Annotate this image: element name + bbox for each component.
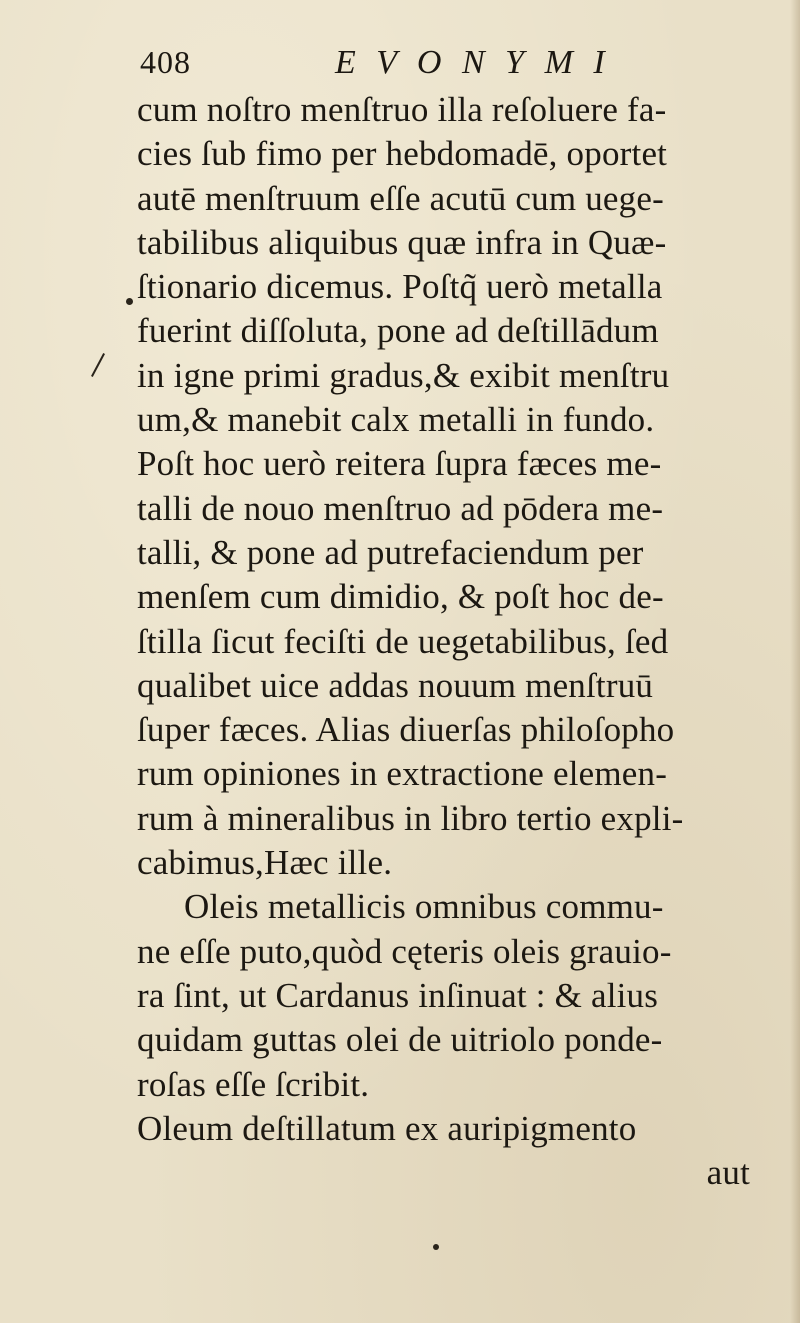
text-line: qualibet uice addas nouum menſtruū [137, 665, 654, 705]
text-line: ra ſint, ut Cardanus inſinuat : & alius [137, 975, 659, 1015]
text-line: rum opiniones in extractione elemen- [137, 754, 668, 794]
text-line: ſtionario dicemus. Poſtq̃ uerò metalla [137, 267, 663, 307]
running-head: E V O N Y M I [335, 44, 611, 81]
heading-line: Oleum deſtillatum ex auripigmento [137, 1108, 637, 1148]
text-line: cabimus,Hæc ille. [137, 843, 393, 883]
text-line: autē menſtruum eſſe acutū cum uege- [137, 178, 664, 218]
text-line: talli, & pone ad putrefaciendum per [137, 532, 644, 572]
ink-dot-mark [126, 298, 133, 305]
text-line: roſas eſſe ſcribit. [137, 1064, 370, 1104]
text-line: rum à mineralibus in libro tertio expli- [137, 798, 684, 838]
text-line: quidam guttas olei de uitriolo ponde- [137, 1020, 663, 1060]
catchword: aut [706, 1153, 750, 1193]
text-line: talli de nouo menſtruo ad pōdera me- [137, 488, 664, 528]
text-line: menſem cum dimidio, & poſt hoc de- [137, 577, 664, 617]
text-line: Poſt hoc uerò reitera ſupra fæces me- [137, 444, 662, 484]
body-text [137, 88, 762, 1195]
text-line: tabilibus aliquibus quæ infra in Quæ- [137, 222, 667, 262]
ink-dot-mark [433, 1244, 439, 1250]
page-header [140, 44, 700, 88]
text-line: ſuper fæces. Alias diuerſas philoſopho [137, 710, 675, 750]
text-line: cies ſub fimo per hebdomadē, oportet [137, 134, 668, 174]
text-line: in igne primi gradus,& exibit menſtru [137, 355, 670, 395]
paragraph-start-line: Oleis metallicis omnibus commu- [184, 887, 664, 927]
text-line: ne eſſe puto,quòd cęteris oleis grauio- [137, 931, 672, 971]
page-number: 408 [140, 44, 191, 80]
text-line: fuerint diſſoluta, pone ad deſtillādum [137, 311, 659, 351]
text-line: ſtilla ſicut feciſti de uegetabilibus, ſed [137, 621, 669, 661]
margin-slash-mark [91, 353, 105, 377]
page-edge-shadow [790, 0, 800, 1323]
text-line: um,& manebit calx metalli in fundo. [137, 400, 655, 440]
text-line: cum noſtro menſtruo illa reſoluere fa- [137, 90, 667, 129]
